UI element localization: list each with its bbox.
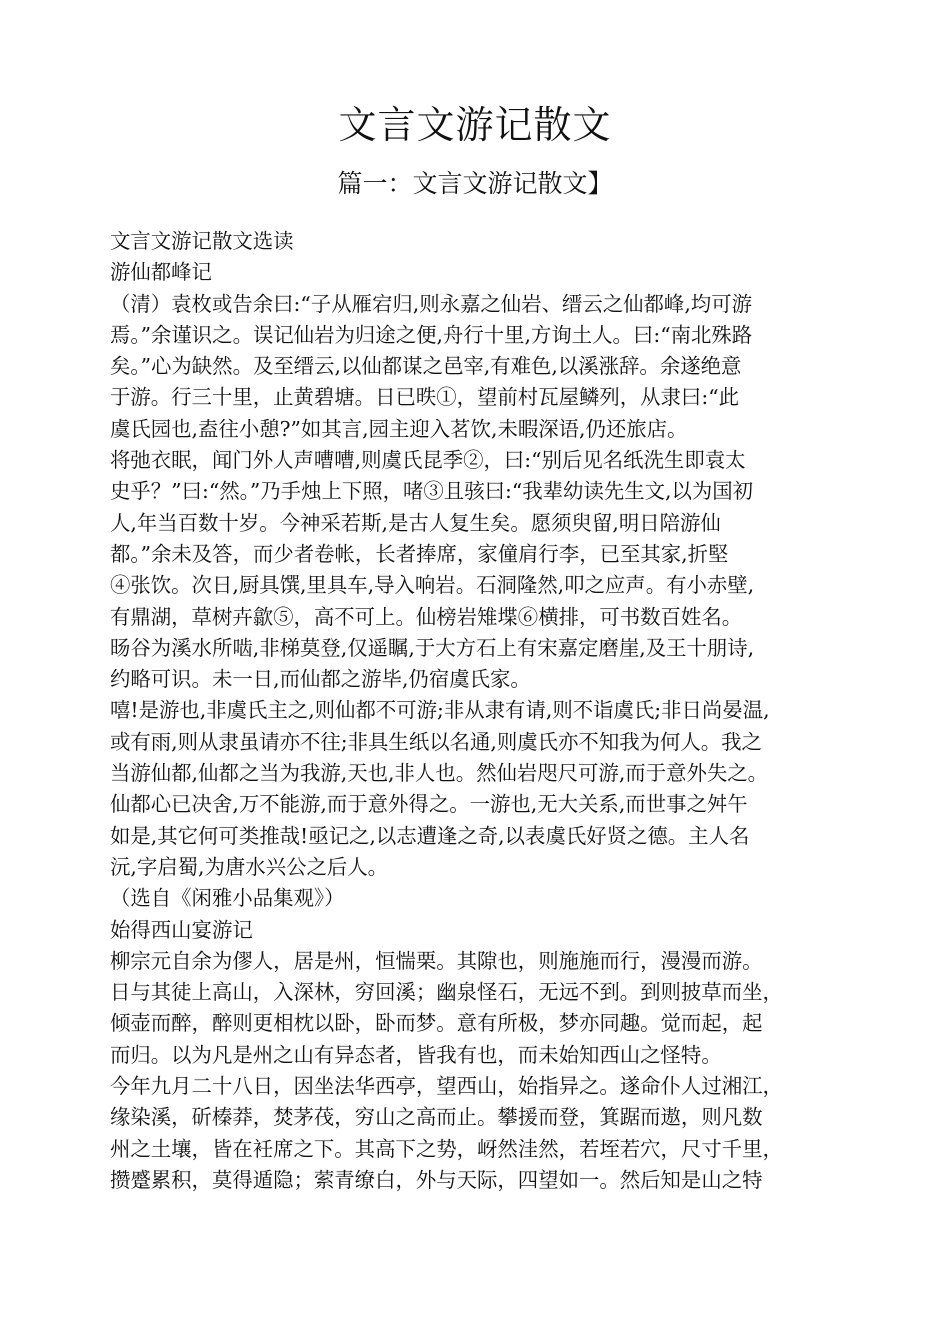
text-line: 矣。”心为缺然。及至缙云,以仙都谋之邑宰,有难色,以溪涨辞。余遂绝意	[110, 354, 742, 379]
text-line: 或有雨,则从隶虽请亦不往;非具生纸以名通,则虞氏亦不知我为何人。我之	[110, 729, 762, 754]
text-line: 文言文游记散文选读	[110, 229, 294, 253]
text-line: 缘染溪，斫榛莽，焚茅茷，穷山之高而止。攀援而登，箕踞而遨，则凡数	[110, 1105, 763, 1130]
text-line: 倾壶而醉，醉则更相枕以卧，卧而梦。意有所极，梦亦同趣。觉而起，起	[110, 1011, 763, 1036]
text-line: 约略可识。未一日,而仙都之游毕,仍宿虞氏家。	[110, 667, 531, 692]
text-line: 游仙都峰记	[110, 260, 212, 285]
text-line: 虞氏园也,盍往小憩?”如其言,园主迎入茗饮,未暇深语,仍还旅店。	[110, 416, 688, 441]
text-line: 史乎？”曰:“然。”乃手烛上下照，啫③且骇曰:“我辈幼读先生文,以为国初	[110, 479, 754, 504]
text-line: 柳宗元自余为僇人，居是州，恒惴栗。其隙也，则施施而行，漫漫而游。	[110, 948, 763, 973]
body-text	[110, 226, 870, 1196]
page-title: 文言文游记散文	[338, 103, 612, 147]
section-heading: 篇一：文言文游记散文】	[337, 169, 613, 198]
text-line: 有鼎湖，草树卉歙⑤，高不可上。仙榜岩雉堞⑥横排，可书数百姓名。	[110, 604, 743, 629]
text-line: 攒蹙累积，莫得遁隐；萦青缭白，外与天际，四望如一。然后知是山之特	[110, 1167, 763, 1192]
text-line: 仙都心已决舍,万不能游,而于意外得之。一游也,无大关系,而世事之舛午	[110, 792, 748, 817]
text-line: 今年九月二十八日，因坐法华西亭，望西山，始指异之。遂命仆人过湘江，	[110, 1074, 783, 1099]
text-line: 都。”余未及答，而少者卷帐，长者捧席，家僮肩行李，已至其家,折堅	[110, 541, 729, 566]
text-line: （选自《闲雅小品集观》）	[110, 886, 345, 911]
text-line: 焉。”余谨识之。误记仙岩为归途之便,舟行十里,方询土人。曰:“南北殊路	[110, 322, 753, 347]
text-line: 人,年当百数十岁。今神采若斯,是古人复生矣。愿须臾留,明日陪游仙	[110, 510, 721, 535]
text-line: 当游仙都,仙都之当为我游,天也,非人也。然仙岩咫尺可游,而于意外失之。	[110, 761, 769, 786]
text-line: 日与其徒上高山，入深林，穷回溪；幽泉怪石，无远不到。到则披草而坐，	[110, 980, 783, 1005]
text-line: （清）袁枚或告余曰:“子从雁宕归,则永嘉之仙岩、缙云之仙都峰,均可游	[110, 291, 752, 316]
text-line: 嘻!是游也,非虞氏主之,则仙都不可游;非从隶有请,则不诣虞氏;非日尚晏温,	[110, 698, 770, 723]
text-line: 将弛衣眠，闻门外人声嘈嘈,则虞氏昆季②，曰:“别后见名纸洗生即袁太	[110, 448, 746, 473]
text-line: 而归。以为凡是州之山有异态者，皆我有也，而未始知西山之怪特。	[110, 1042, 722, 1067]
text-line: 于游。行三十里，止黄碧塘。日已昳①，望前村瓦屋鳞列，从隶曰:“此	[110, 385, 740, 410]
text-line: 旸谷为溪水所啮,非梯莫登,仅遥瞩,于大方石上有宋嘉定磨崖,及王十朋诗,	[110, 635, 755, 660]
text-line: 始得西山宴游记	[110, 917, 253, 942]
text-line: 如是,其它何可类推哉!亟记之,以志遭逢之奇,以表虞氏好贤之德。主人名	[110, 823, 750, 848]
text-line: 沅,字启蜀,为唐水兴公之后人。	[110, 854, 389, 879]
text-line: 州之土壤，皆在衽席之下。其高下之势，岈然洼然，若垤若穴，尺寸千里，	[110, 1136, 783, 1161]
text-line: ④张饮。次日,厨具馔,里具车,导入响岩。石洞隆然,叩之应声。有小赤壁,	[110, 573, 755, 598]
